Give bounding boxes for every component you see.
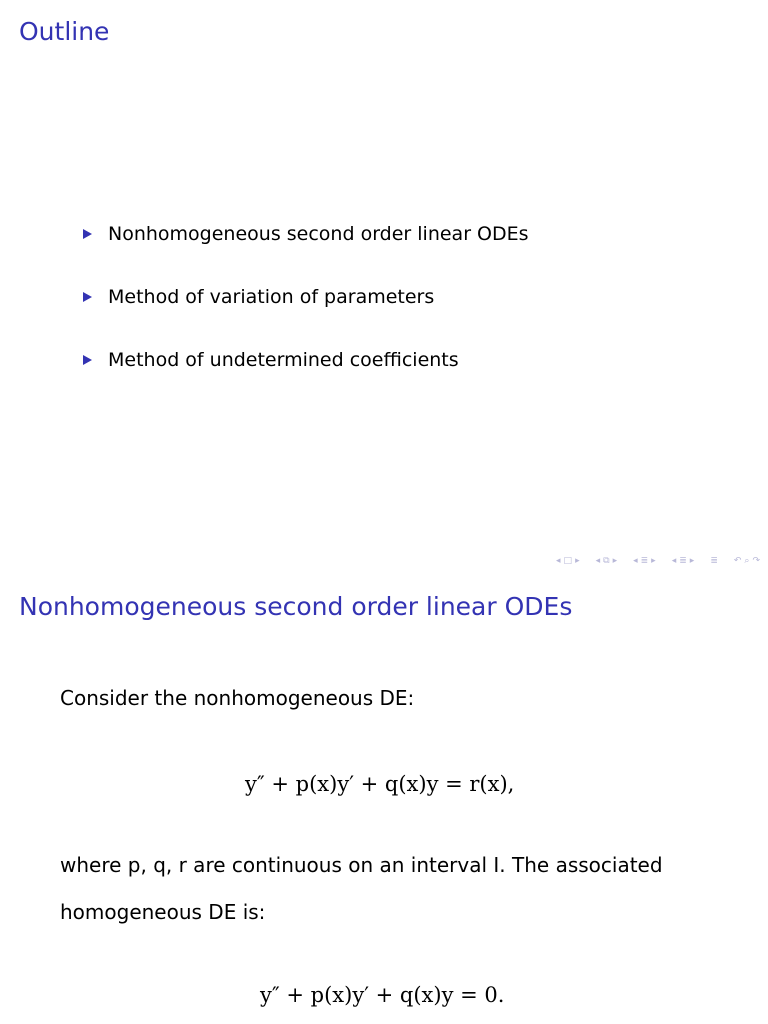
outline-item bbox=[80, 347, 529, 373]
subsection-forward-icon[interactable]: ▸ bbox=[612, 556, 618, 566]
equation-homogeneous: y″ + p(x)y′ + q(x)y = 0. bbox=[260, 983, 505, 1007]
intro-text: Consider the nonhomogeneous DE: bbox=[60, 686, 415, 710]
outline-list bbox=[80, 221, 529, 410]
triangle-bullet-icon bbox=[83, 229, 92, 239]
frame-back-icon[interactable]: ◂ bbox=[556, 556, 561, 566]
section-icon[interactable]: ≣ bbox=[640, 556, 649, 566]
subsection-icon[interactable]: ⧉ bbox=[603, 556, 610, 566]
outline-item-label: Method of variation of parameters bbox=[108, 286, 435, 308]
outline-item bbox=[80, 284, 529, 310]
outline-item bbox=[80, 221, 529, 247]
triangle-bullet-icon bbox=[83, 355, 92, 365]
body-text-line: homogeneous DE is: bbox=[60, 900, 266, 924]
slide-title: Outline bbox=[19, 17, 110, 46]
body-text-line: where p, q, r are continuous on an interval I. The associated bbox=[60, 853, 663, 877]
beamer-navigation-bar bbox=[556, 556, 760, 566]
appendix-icon[interactable]: ≣ bbox=[710, 556, 718, 566]
document-icon[interactable]: ≣ bbox=[679, 556, 687, 566]
section-back-icon[interactable]: ◂ bbox=[633, 556, 638, 566]
slide-title: Nonhomogeneous second order linear ODEs bbox=[19, 592, 573, 621]
outline-item-label: Method of undetermined coefficients bbox=[108, 349, 459, 371]
frame-forward-icon[interactable]: ▸ bbox=[575, 556, 580, 566]
slide-nonhomogeneous bbox=[0, 576, 768, 1024]
search-icon[interactable]: ⌕ bbox=[744, 556, 750, 566]
frame-icon[interactable]: □ bbox=[563, 556, 573, 566]
triangle-bullet-icon bbox=[83, 292, 92, 302]
equation-nonhomogeneous: y″ + p(x)y′ + q(x)y = r(x), bbox=[245, 772, 515, 796]
undo-icon[interactable]: ↶ bbox=[733, 556, 742, 566]
section-forward-icon[interactable]: ▸ bbox=[651, 556, 656, 566]
redo-icon[interactable]: ↷ bbox=[752, 556, 760, 566]
subsection-back-icon[interactable]: ◂ bbox=[595, 556, 601, 566]
document-forward-icon[interactable]: ▸ bbox=[689, 556, 695, 566]
outline-item-label: Nonhomogeneous second order linear ODEs bbox=[108, 223, 529, 245]
document-back-icon[interactable]: ◂ bbox=[671, 556, 677, 566]
